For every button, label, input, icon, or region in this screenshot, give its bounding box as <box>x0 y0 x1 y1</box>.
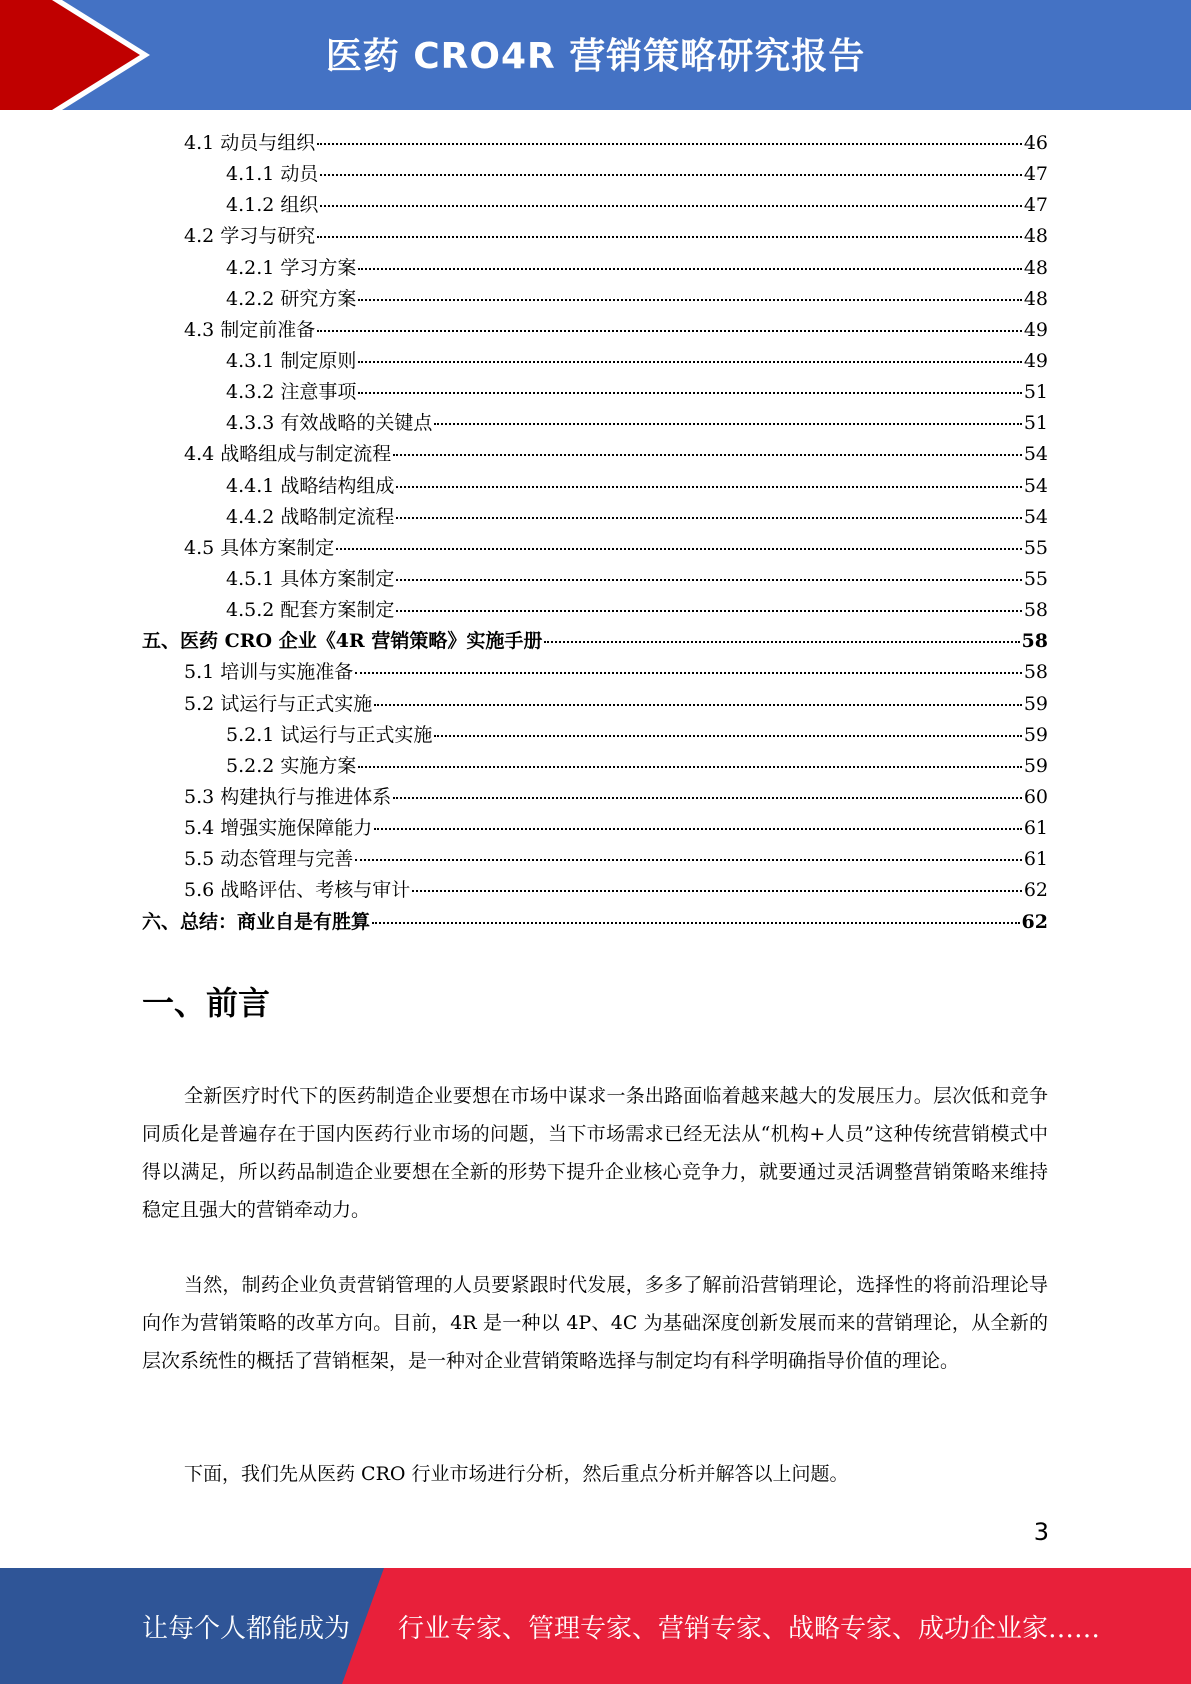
toc-entry[interactable] <box>142 720 1048 751</box>
toc-entry[interactable] <box>142 284 1048 315</box>
toc-entry-page: 61 <box>1023 848 1048 871</box>
toc-dot-leader <box>358 765 1021 768</box>
toc-entry-label: 4.1.2 组织 <box>226 194 319 217</box>
toc-dot-leader <box>374 827 1022 830</box>
toc-dot-leader <box>320 204 1021 207</box>
toc-entry[interactable] <box>142 377 1048 408</box>
toc-entry-page: 58 <box>1021 630 1048 653</box>
toc-entry-page: 54 <box>1023 474 1048 497</box>
toc-entry[interactable] <box>142 875 1048 906</box>
toc-entry-label: 4.3.2 注意事项 <box>226 381 357 404</box>
toc-entry-label: 5.2.2 实施方案 <box>226 754 357 777</box>
toc-entry[interactable] <box>142 315 1048 346</box>
table-of-contents <box>142 128 1048 938</box>
toc-dot-leader <box>544 640 1019 643</box>
page-number: 3 <box>1033 1518 1049 1546</box>
toc-dot-leader <box>358 298 1021 301</box>
toc-entry[interactable] <box>142 502 1048 533</box>
toc-entry-label: 4.3.3 有效战略的关键点 <box>226 412 433 435</box>
page-header <box>0 0 1191 110</box>
toc-entry[interactable] <box>142 595 1048 626</box>
toc-entry[interactable] <box>142 346 1048 377</box>
toc-entry-page: 59 <box>1023 692 1048 715</box>
page-footer <box>0 1568 1191 1684</box>
toc-entry-page: 47 <box>1023 194 1048 217</box>
toc-entry[interactable] <box>142 253 1048 284</box>
toc-entry-label: 5.3 构建执行与推进体系 <box>184 785 392 808</box>
toc-entry-label: 4.3 制定前准备 <box>184 318 316 341</box>
toc-dot-leader <box>396 578 1021 581</box>
toc-entry-label: 4.4 战略组成与制定流程 <box>184 443 392 466</box>
toc-dot-leader <box>358 391 1021 394</box>
toc-dot-leader <box>317 329 1022 332</box>
toc-dot-leader <box>320 173 1021 176</box>
paragraph-1: 全新医疗时代下的医药制造企业要想在市场中谋求一条出路面临着越来越大的发展压力。层次低和竞争同质化是普遍存在于国内医药行业市场的问题，当下市场需求已经无法从“机构+人员”这种传统营销模式中得以满足，所以药品制造企业要想在全新的形势下提升企业核心竞争力，就要通过灵活调整营销策略来维持稳定且强大的营销牵动力。 <box>142 1085 1048 1221</box>
toc-entry[interactable] <box>142 657 1048 688</box>
toc-entry-label: 4.4.1 战略结构组成 <box>226 474 395 497</box>
toc-dot-leader <box>396 485 1021 488</box>
toc-entry-page: 48 <box>1023 287 1048 310</box>
section-heading: 一、前言 <box>142 984 271 1022</box>
toc-dot-leader <box>434 734 1021 737</box>
toc-entry[interactable] <box>142 782 1048 813</box>
toc-entry[interactable] <box>142 907 1048 938</box>
toc-dot-leader <box>317 142 1022 145</box>
toc-dot-leader <box>396 609 1021 612</box>
toc-entry-page: 58 <box>1023 661 1048 684</box>
document-title: 医药 CRO4R 营销策略研究报告 <box>325 36 866 77</box>
toc-entry-page: 54 <box>1023 443 1048 466</box>
toc-entry-label: 5.2 试运行与正式实施 <box>184 692 373 715</box>
toc-entry-page: 49 <box>1023 349 1048 372</box>
toc-dot-leader <box>336 547 1022 550</box>
toc-dot-leader <box>372 921 1020 924</box>
toc-entry[interactable] <box>142 471 1048 502</box>
toc-entry[interactable] <box>142 689 1048 720</box>
toc-dot-leader <box>396 516 1021 519</box>
toc-entry[interactable] <box>142 626 1048 657</box>
toc-entry[interactable] <box>142 751 1048 782</box>
toc-entry-label: 4.5.2 配套方案制定 <box>226 599 395 622</box>
toc-dot-leader <box>434 422 1021 425</box>
toc-entry-page: 49 <box>1023 318 1048 341</box>
toc-entry-page: 51 <box>1023 381 1048 404</box>
toc-entry-label: 4.5 具体方案制定 <box>184 536 335 559</box>
toc-entry-page: 55 <box>1023 536 1048 559</box>
toc-entry[interactable] <box>142 533 1048 564</box>
toc-entry-label: 4.1.1 动员 <box>226 163 319 186</box>
toc-dot-leader <box>358 267 1021 270</box>
footer-slogan-right: 行业专家、管理专家、营销专家、战略专家、成功企业家…… <box>398 1614 1101 1644</box>
toc-dot-leader <box>358 360 1021 363</box>
toc-entry-label: 5.4 增强实施保障能力 <box>184 817 373 840</box>
toc-dot-leader <box>317 235 1022 238</box>
paragraph-3: 下面，我们先从医药 CRO 行业市场进行分析，然后重点分析并解答以上问题。 <box>184 1463 849 1485</box>
toc-entry-page: 55 <box>1023 567 1048 590</box>
footer-slogan-left: 让每个人都能成为 <box>142 1614 351 1644</box>
toc-entry-label: 4.2 学习与研究 <box>184 225 316 248</box>
paragraph-2: 当然，制药企业负责营销管理的人员要紧跟时代发展，多多了解前沿营销理论，选择性的将前沿理论导向作为营销策略的改革方向。目前，4R 是一种以 4P、4C 为基础深度创新发展而来的营销理论，从全新的层次系统性的概括了营销框架，是一种对企业营销策略选择与制定均有科学明确指导价值的理论。 <box>142 1274 1048 1372</box>
toc-dot-leader <box>374 703 1022 706</box>
toc-entry-label: 4.4.2 战略制定流程 <box>226 505 395 528</box>
toc-entry-label: 5.6 战略评估、考核与审计 <box>184 879 411 902</box>
toc-entry-page: 51 <box>1023 412 1048 435</box>
toc-entry-page: 46 <box>1023 132 1048 154</box>
toc-entry-page: 58 <box>1023 599 1048 622</box>
toc-dot-leader <box>355 858 1022 861</box>
toc-entry-label: 5.2.1 试运行与正式实施 <box>226 723 433 746</box>
toc-entry-label: 5.5 动态管理与完善 <box>184 848 354 871</box>
toc-entry-page: 48 <box>1023 256 1048 279</box>
toc-dot-leader <box>393 453 1022 456</box>
toc-entry-page: 59 <box>1023 754 1048 777</box>
toc-entry-page: 59 <box>1023 723 1048 746</box>
toc-entry[interactable] <box>142 128 1048 159</box>
toc-entry-page: 54 <box>1023 505 1048 528</box>
toc-entry-label: 4.2.1 学习方案 <box>226 256 357 279</box>
toc-entry-page: 61 <box>1023 817 1048 840</box>
toc-entry-label: 六、总结：商业自是有胜算 <box>142 910 371 933</box>
toc-entry-label: 4.1 动员与组织 <box>184 132 316 154</box>
toc-entry-label: 4.2.2 研究方案 <box>226 287 357 310</box>
toc-entry-page: 62 <box>1021 910 1048 933</box>
toc-entry-label: 五、医药 CRO 企业《4R 营销策略》实施手册 <box>142 630 543 653</box>
toc-entry[interactable] <box>142 159 1048 190</box>
toc-entry-label: 5.1 培训与实施准备 <box>184 661 354 684</box>
toc-entry-label: 4.3.1 制定原则 <box>226 349 357 372</box>
toc-entry[interactable] <box>142 221 1048 252</box>
toc-entry-page: 47 <box>1023 163 1048 186</box>
toc-entry[interactable] <box>142 190 1048 221</box>
toc-dot-leader <box>393 796 1022 799</box>
toc-entry[interactable] <box>142 844 1048 875</box>
toc-entry-page: 48 <box>1023 225 1048 248</box>
toc-entry[interactable] <box>142 439 1048 470</box>
toc-entry-label: 4.5.1 具体方案制定 <box>226 567 395 590</box>
toc-entry[interactable] <box>142 408 1048 439</box>
toc-entry-page: 60 <box>1023 785 1048 808</box>
toc-dot-leader <box>355 671 1022 674</box>
toc-entry[interactable] <box>142 564 1048 595</box>
toc-dot-leader <box>412 889 1022 892</box>
toc-entry[interactable] <box>142 813 1048 844</box>
toc-entry-page: 62 <box>1023 879 1048 902</box>
